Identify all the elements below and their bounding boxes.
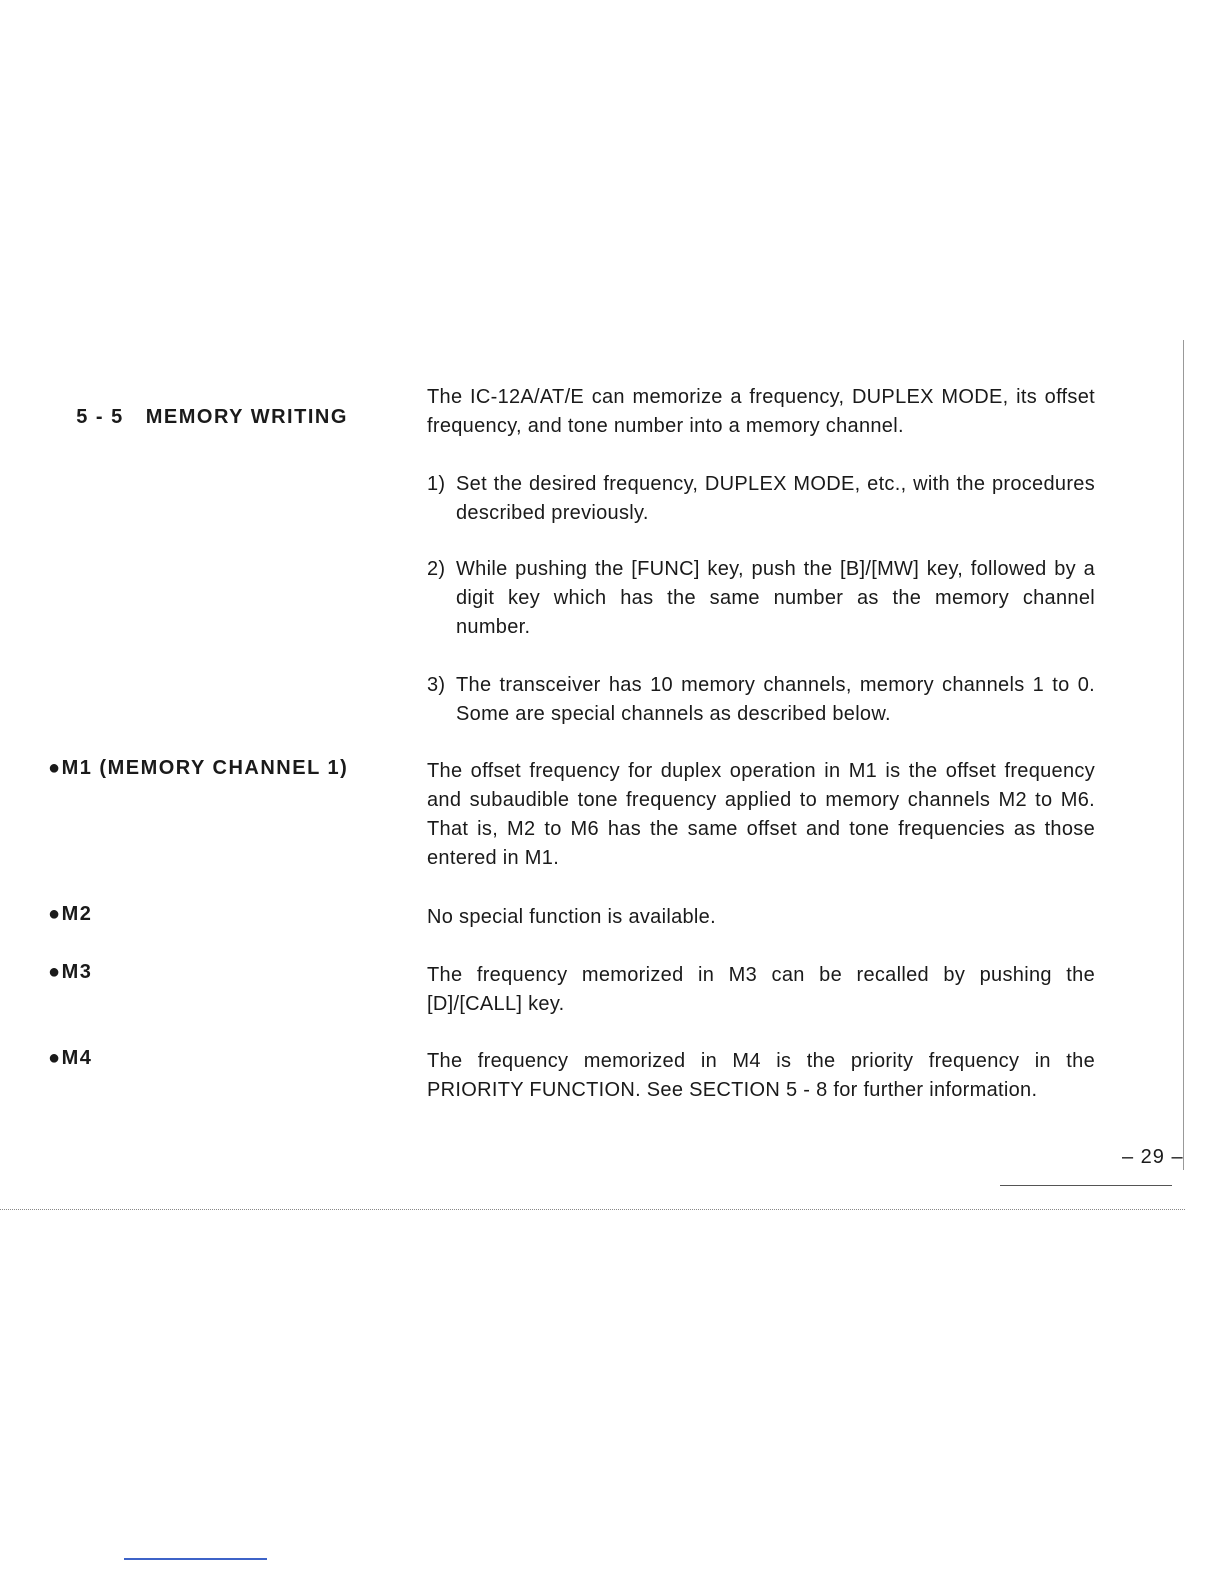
step-number: 2): [427, 558, 446, 580]
channel-label-m3: ●M3: [48, 961, 93, 983]
step-item: [427, 470, 1095, 528]
channel-description-m4: The frequency memorized in M4 is the priority frequency in the PRIORITY FUNCTION. See SECTION 5 - 8 for further information.: [427, 1050, 1095, 1101]
channel-description-m1: The offset frequency for duplex operation in M1 is the offset frequency and subaudible tone frequency applied to memory channels M2 to M6. That is, M2 to M6 has the same offset and tone frequencies as those entered in M1.: [427, 760, 1095, 869]
step-text: Set the desired frequency, DUPLEX MODE, etc., with the procedures described previously.: [456, 473, 1095, 524]
channel-label-m4: ●M4: [48, 1047, 93, 1069]
step-number: 1): [427, 473, 446, 495]
channel-description-m3: The frequency memorized in M3 can be recalled by pushing the [D]/[CALL] key.: [427, 964, 1095, 1015]
channel-label-m2: ●M2: [48, 903, 93, 925]
page-bottom-rule: [0, 1209, 1185, 1210]
footer-rule: [1000, 1185, 1172, 1186]
section-number: 5 - 5: [76, 406, 124, 428]
page-number: – 29 –: [1122, 1146, 1184, 1168]
blue-underline-mark: [124, 1558, 267, 1560]
channel-description-m2: No special function is available.: [427, 906, 716, 928]
step-text: While pushing the [FUNC] key, push the [B]/[MW] key, followed by a digit key which has the same number as the memory channel number.: [456, 558, 1095, 638]
step-text: The transceiver has 10 memory channels, memory channels 1 to 0. Some are special channels as described below.: [456, 674, 1095, 725]
section-title: MEMORY WRITING: [145, 406, 348, 428]
section-heading: [48, 383, 348, 452]
channel-label-m1: ●M1 (MEMORY CHANNEL 1): [48, 757, 349, 779]
step-number: 3): [427, 674, 446, 696]
section-intro: The IC-12A/AT/E can memorize a frequency, DUPLEX MODE, its offset frequency, and tone number into a memory channel.: [427, 386, 1095, 437]
step-item: [427, 671, 1095, 729]
step-item: [427, 555, 1095, 642]
right-margin-rule: [1183, 340, 1184, 1170]
